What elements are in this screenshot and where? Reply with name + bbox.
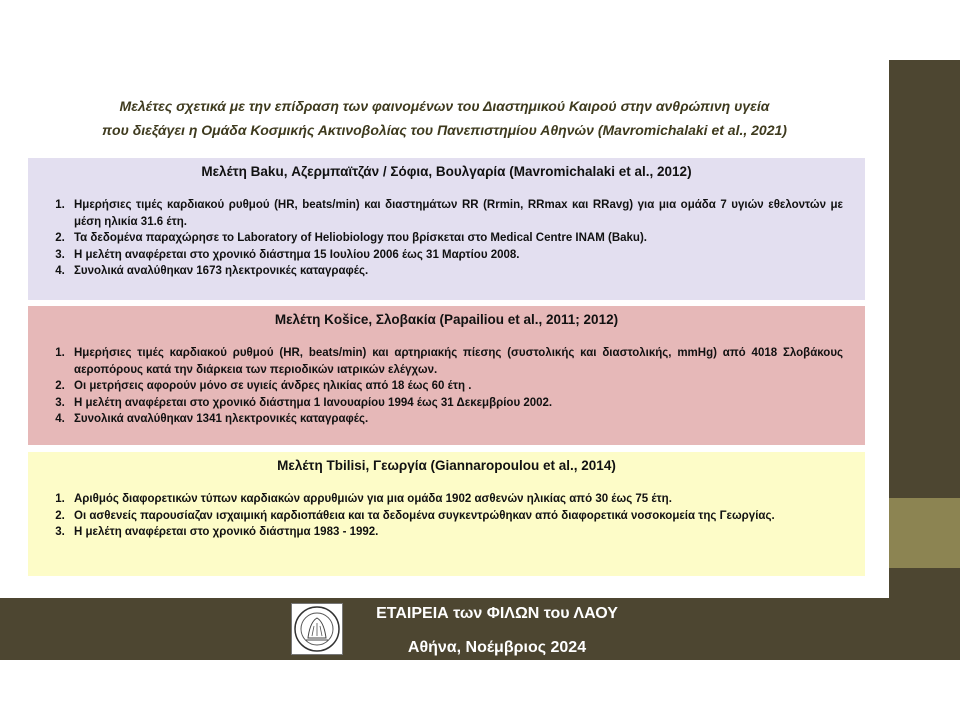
list-item: 1. Αριθμός διαφορετικών τύπων καρδιακών αρρυθμιών για μια ομάδα 1902 ασθενών ηλικίας από 30 έως 75 έτη. — [68, 491, 843, 508]
study-items — [50, 197, 843, 280]
list-item: 3. Η μελέτη αναφέρεται στο χρονικό διάστημα 15 Ιουλίου 2006 έως 31 Μαρτίου 2008. — [68, 247, 843, 264]
side-bar-accent — [889, 498, 960, 568]
footer-organization: ΕΤΑΙΡΕΙΑ των ΦΙΛΩΝ του ΛΑΟΥ — [376, 605, 618, 622]
list-item: 3. Η μελέτη αναφέρεται στο χρονικό διάστημα 1 Ιανουαρίου 1994 έως 31 Δεκεμβρίου 2002. — [68, 395, 843, 412]
study-kosice — [28, 306, 865, 445]
study-heading: Μελέτη Košice, Σλοβακία (Papailiou et al., 2011; 2012) — [274, 312, 619, 327]
footer-date: Αθήνα, Νοέμβριος 2024 — [407, 639, 587, 656]
side-bar-bottom — [889, 568, 960, 598]
list-item: 4. Συνολικά αναλύθηκαν 1341 ηλεκτρονικές καταγραφές. — [68, 411, 843, 428]
list-item: 4. Συνολικά αναλύθηκαν 1673 ηλεκτρονικές καταγραφές. — [68, 263, 843, 280]
study-heading: Μελέτη Baku, Αζερμπαϊτζάν / Σόφια, Βουλγαρία (Mavromichalaki et al., 2012) — [201, 164, 692, 179]
society-seal-icon — [291, 603, 343, 655]
title-line-1: Μελέτες σχετικά με την επίδραση των φαινομένων του Διαστημικού Καιρού στην ανθρώπινη υγεία — [119, 98, 770, 114]
study-items — [50, 491, 843, 541]
list-item: 2. Οι ασθενείς παρουσίαζαν ισχαιμική καρδιοπάθεια και τα δεδομένα συγκεντρώθηκαν από διαφορετικά νοσοκομεία της Γεωργίας. — [68, 508, 843, 525]
study-items — [50, 345, 843, 428]
list-item: 3. Η μελέτη αναφέρεται στο χρονικό διάστημα 1983 - 1992. — [68, 524, 843, 541]
study-baku — [28, 158, 865, 300]
slide-title — [0, 94, 889, 142]
study-tbilisi — [28, 452, 865, 576]
study-heading: Μελέτη Tbilisi, Γεωργία (Giannaropoulou et al., 2014) — [277, 458, 616, 473]
side-bar-top — [889, 60, 960, 498]
list-item: 1. Ημερήσιες τιμές καρδιακού ρυθμού (HR, beats/min) και αρτηριακής πίεσης (συστολικής και διαστολικής, mmHg) από 4018 Σλοβάκους αεροπόρους κατά την διάρκεια των περιοδικών ιατρικών ελέγχων. — [68, 345, 843, 378]
list-item: 2. Οι μετρήσεις αφορούν μόνο σε υγιείς άνδρες ηλικίας από 18 έως 60 έτη . — [68, 378, 843, 395]
list-item: 1. Ημερήσιες τιμές καρδιακού ρυθμού (HR, beats/min) και διαστημάτων RR (Rrmin, RRmax και RRavg) για μια ομάδα 7 υγιών εθελοντών με μέση ηλικία 31.6 έτη. — [68, 197, 843, 230]
title-line-2: που διεξάγει η Ομάδα Κοσμικής Ακτινοβολίας του Πανεπιστημίου Αθηνών (Mavromichalaki et al., 2021) — [102, 122, 787, 138]
list-item: 2. Τα δεδομένα παραχώρησε το Laboratory of Heliobiology που βρίσκεται στο Medical Centre INAM (Baku). — [68, 230, 843, 247]
